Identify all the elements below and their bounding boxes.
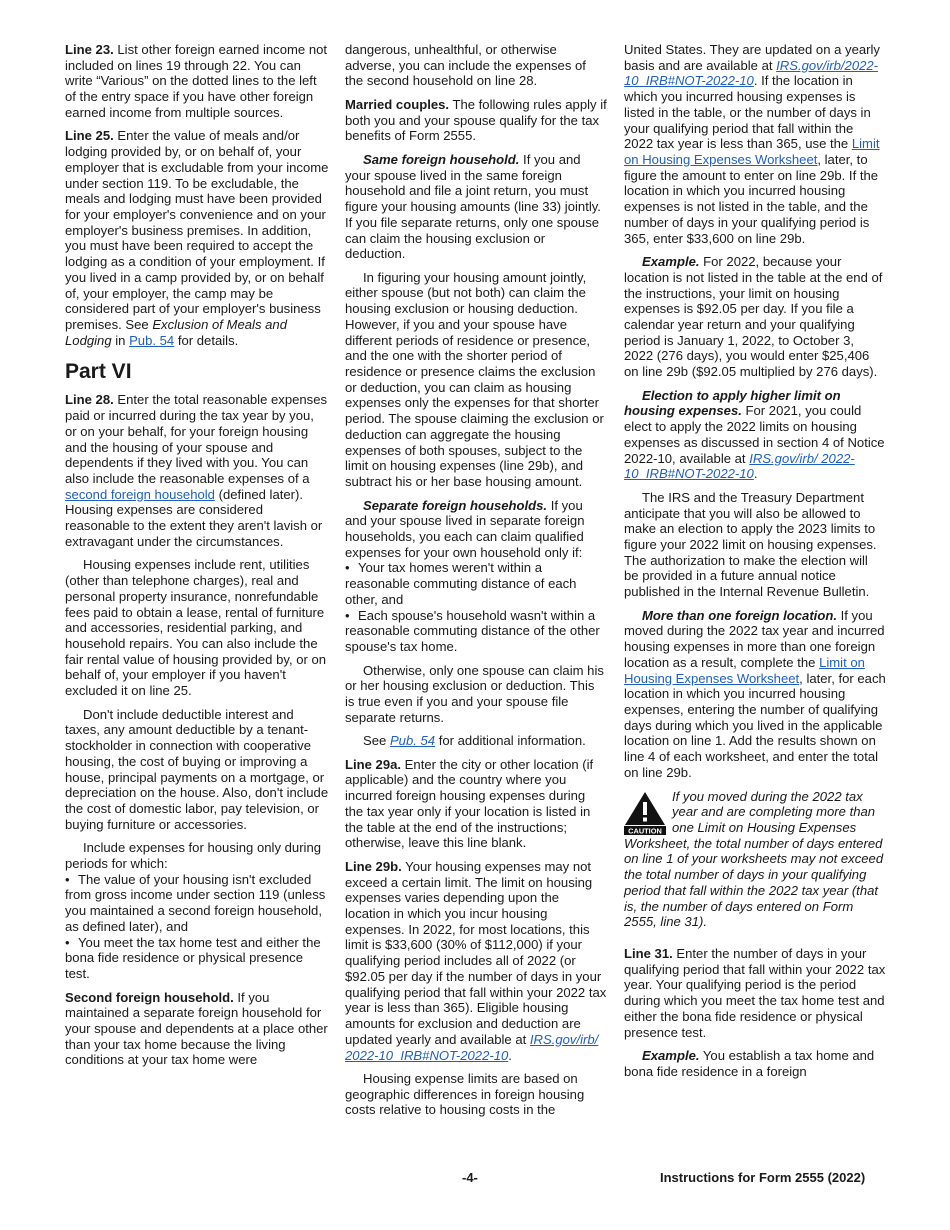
list-item: • Your tax homes weren't within a reasonable commuting distance of each other, and — [345, 560, 577, 607]
list-item: • The value of your housing isn't excluded from gross income under section 119 (unless you maintained a second foreign household, as defined later), and — [65, 871, 326, 934]
bullet-text: You meet the tax home test and either the bona fide residence or physical presence test. — [65, 934, 321, 981]
line-23-heading: Line 23. — [65, 42, 114, 57]
line-31-text: Enter the number of days in your qualifying period that fall within your 2022 tax year. Your qualifying period is the period during which you meet the tax home test and either the bona fide residence or physical presence test. — [624, 946, 886, 1040]
same-household-heading: Same foreign household. — [363, 151, 520, 167]
same-household-text: If you and your spouse lived in the same foreign household and file a joint return, you must figure your housing amounts (line 33) jointly. If you file separate returns, only one spouse can claim the housing exclusion or deduction. — [345, 151, 601, 262]
line-23-paragraph — [65, 42, 329, 121]
geographic-paragraph: Housing expense limits are based on geographic differences in foreign housing costs relative to housing costs in the — [345, 1071, 585, 1118]
separate-bullet-list — [345, 560, 607, 654]
housing-expenses-include-paragraph: Housing expenses include rent, utilities (other than telephone charges), real and personal property insurance, nonrefundable fees paid to obtain a lease, rental of furniture and accessories, residential parking, and household repairs. You can also include the fair rental value of housing provided by, or on behalf of, your employer if you haven't excluded it on line 25. — [65, 557, 327, 699]
second-foreign-household-link[interactable]: second foreign household — [65, 486, 215, 502]
column-1 — [65, 42, 329, 1076]
election-end: . — [753, 466, 758, 482]
cont-text-b: . If the location in which you incurred housing expenses is listed in the table, or the number of days in your qualifying period that fall within the 2022 tax year is less than 365, use the — [624, 73, 871, 152]
continued-paragraph — [624, 42, 886, 246]
line-29a-heading: Line 29a. — [345, 756, 402, 772]
separate-households-heading: Separate foreign households. — [363, 497, 548, 513]
line-28-heading: Line 28. — [65, 392, 114, 408]
otherwise-paragraph: Otherwise, only one spouse can claim his or her housing exclusion or deduction. This is true even if you and your spouse file separate returns. — [345, 662, 604, 725]
line-25-heading: Line 25. — [65, 128, 114, 144]
cont-text-c: , later, to figure the amount to enter on line 29b. If the location in which you incurred housing expenses is not listed in the table, and the number of days in your qualifying period is 365, enter $33,600 on line 29b. — [624, 152, 879, 246]
line-28-paragraph — [65, 392, 329, 549]
cont-text-a: United States. They are updated on a yearly basis and are available at — [624, 42, 880, 73]
second-household-text: If you maintained a separate foreign household for your spouse and dependents at a place other than your tax home because the living conditions at your tax home were — [65, 989, 328, 1068]
second-household-heading: Second foreign household. — [65, 989, 234, 1005]
continued-paragraph: dangerous, unhealthful, or otherwise adverse, you can include the expenses of the second household on line 28. — [345, 42, 586, 89]
line-25-text: Enter the value of meals and/or lodging provided by, or on behalf of, your employer that is excludable from your income under section 119. To be excludable, the meals and lodging must have been provided for your employer's convenience and on your employer's business premises. In addition, you must have been required to accept the lodging as a condition of your employment. If you lived in a camp provided by, or on behalf of, your employer, the camp may be considered part of your employer's business premises. See — [65, 128, 329, 333]
caution-icon — [624, 791, 666, 835]
limit-worksheet-link[interactable]: Limit on Housing Expenses Worksheet — [624, 654, 865, 686]
line-29a-text: Enter the city or other location (if applicable) and the country where you incurred foreign housing expenses during the tax year only if your location is listed in the table at the end of the instructions; otherwise, leave this line blank. — [345, 756, 594, 851]
see-end: for additional information. — [435, 733, 586, 749]
column-2 — [345, 42, 607, 1126]
limit-worksheet-link[interactable]: Limit on Housing Expenses Worksheet — [624, 136, 880, 168]
irs-irb-link[interactable]: IRS.gov/irb/ 2022-10_IRB#NOT-2022-10 — [345, 1031, 599, 1063]
dont-include-paragraph: Don't include deductible interest and taxes, any amount deductible by a tenant-stockholder in connection with cooperative housing, the cost of buying or improving a house, principal payments on a mortgage, or depreciation on the house. Also, don't include the cost of domestic labor, pay television, or buying furniture or accessories. — [65, 706, 329, 832]
married-couples-text: The following rules apply if both you and your spouse qualify for the tax benefits of Form 2555. — [345, 96, 607, 144]
example-1-paragraph — [624, 254, 886, 380]
line-31-heading: Line 31. — [624, 946, 673, 961]
irs-irb-link[interactable]: IRS.gov/irb/ 2022-10_IRB#NOT-2022-10 — [624, 450, 855, 482]
more-locations-end: , later, for each location in which you incurred housing expenses, entering the number of qualifying days during which you lived in the applicable location on line 1. Add the results shown on line 4 of each worksheet, and enter the total on line 29b. — [624, 670, 886, 780]
separate-households-text: If you and your spouse lived in separate foreign households, you each can claim qualified expenses for your own household only if: — [345, 497, 585, 560]
exclusion-meals-lodging-ref: Exclusion of Meals and Lodging — [65, 317, 287, 348]
line-25-paragraph — [65, 128, 329, 348]
line-29b-end: . — [508, 1047, 512, 1063]
see-pub-paragraph — [345, 733, 607, 749]
married-couples-heading: Married couples. — [345, 96, 450, 112]
bullet-text: Each spouse's household wasn't within a reasonable commuting distance of the other spouse's tax home. — [345, 607, 600, 655]
bullet-text: The value of your housing isn't excluded from gross income under section 119 (unless you maintained a second foreign household, as defined later), and — [65, 871, 326, 934]
line-28-text: Enter the total reasonable expenses paid or incurred during the tax year by you, or on your behalf, for your foreign housing and the housing of your spouse and dependents if they lived with you. You can also include the reasonable expenses of a — [65, 392, 328, 487]
election-text: For 2021, you could elect to apply the 2022 limits on housing expenses as discussed in section 4 of Notice 2022-10, available at — [624, 403, 885, 466]
jointly-paragraph: In figuring your housing amount jointly, either spouse (but not both) can claim the housing exclusion or housing deduction. However, if you and your spouse have different periods of residence or presence, and the one with the shorter period of residence or presence claims the exclusion or deduction, you can claim as housing expenses only the expenses for that shorter period. The spouse claiming the exclusion or deduction can aggregate the housing expenses of both spouses, subject to the limit on housing expenses (line 29b), and subtract his or her base housing amount. — [345, 269, 604, 490]
more-locations-heading: More than one foreign location. — [642, 607, 837, 623]
caution-label: CAUTION — [628, 825, 662, 835]
line-29b-paragraph — [345, 859, 607, 1063]
pub-54-link[interactable]: Pub. 54 — [129, 332, 175, 348]
line-31-paragraph — [624, 946, 886, 1040]
see-text: See — [363, 733, 390, 749]
line-23-text: List other foreign earned income not included on lines 19 through 22. You can write “Various” on the dotted lines to the left of the entry space if you have other foreign earned income from multiple sources. — [65, 42, 328, 120]
example-1-heading: Example. — [642, 254, 700, 270]
irs-treasury-paragraph: The IRS and the Treasury Department anticipate that you will also be allowed to make an election to apply the 2023 limits to figure your 2022 limit on housing expenses. The authorization to make the election will be provided in a future annual notice published in the Internal Revenue Bulletin. — [624, 489, 877, 600]
married-couples-paragraph — [345, 97, 607, 144]
line-29b-heading: Line 29b. — [345, 858, 402, 874]
bullet-text: Your tax homes weren't within a reasonable commuting distance of each other, and — [345, 560, 577, 607]
line-29a-paragraph — [345, 757, 607, 851]
irs-irb-link[interactable]: IRS.gov/irb/2022-10_IRB#NOT-2022-10 — [624, 57, 879, 89]
example-1-text: For 2022, because your location is not listed in the table at the end of the instructions, your limit on housing expenses is $92.05 per day. If you file a calendar year return and your qualifying period is January 1, 2022, to October 3, 2022 (276 days), you would enter $25,406 on line 29b ($92.05 multiplied by 276 days). — [624, 254, 883, 380]
example-2-heading: Example. — [642, 1048, 700, 1064]
more-locations-text: If you moved during the 2022 tax year and incurred housing expenses in more than one foreign location as a result, complete the — [624, 607, 885, 670]
column-3 — [624, 42, 886, 1087]
example-2-text: You establish a tax home and bona fide residence in a foreign — [624, 1048, 875, 1079]
periods-paragraph: Include expenses for housing only during periods for which: — [65, 840, 322, 871]
election-heading: Election to apply higher limit on housing expenses. — [624, 387, 841, 419]
separate-households-paragraph — [345, 498, 607, 561]
caution-box — [624, 789, 886, 930]
election-paragraph — [624, 388, 886, 482]
example-2-paragraph — [624, 1048, 886, 1079]
footer-title: Instructions for Form 2555 (2022) — [660, 1170, 866, 1185]
pub-54-link[interactable]: Pub. 54 — [389, 733, 436, 749]
line-29b-text: Your housing expenses may not exceed a certain limit. The limit on housing expenses varies depending upon the location in which you incur housing expenses. In 2022, for most locations, this limit is $33,600 (30% of $112,000) if your qualifying period includes all of 2022 (or $92.05 per day if the number of days in your qualifying period that fall within your 2022 tax year is less than 365). Eligible housing amounts for exclusion and deduction are updated yearly and available at — [345, 858, 607, 1047]
periods-bullet-list — [65, 872, 329, 982]
part-vi-heading: Part VI — [65, 360, 132, 384]
line-25-end: for details. — [174, 332, 239, 348]
page-number: -4- — [462, 1170, 478, 1185]
line-28-end: (defined later). Housing expenses are considered reasonable to the extent they aren't lavish or extravagant under the circumstances. — [65, 486, 323, 549]
more-locations-paragraph — [624, 608, 886, 781]
list-item: • Each spouse's household wasn't within a reasonable commuting distance of the other spouse's tax home. — [345, 607, 600, 655]
same-household-paragraph — [345, 152, 607, 262]
caution-text: If you moved during the 2022 tax year and are completing more than one Limit on Housing Expenses Worksheet, the total number of days entered on line 1 of your worksheets may not exceed the total number of days in your qualifying period that fall within the 2022 tax year (that is, the number of days entered on Form 2555, line 31). — [624, 788, 884, 930]
list-item: • You meet the tax home test and either the bona fide residence or physical presence test. — [65, 934, 321, 981]
line-25-in: in — [111, 332, 130, 348]
second-household-paragraph — [65, 990, 329, 1069]
